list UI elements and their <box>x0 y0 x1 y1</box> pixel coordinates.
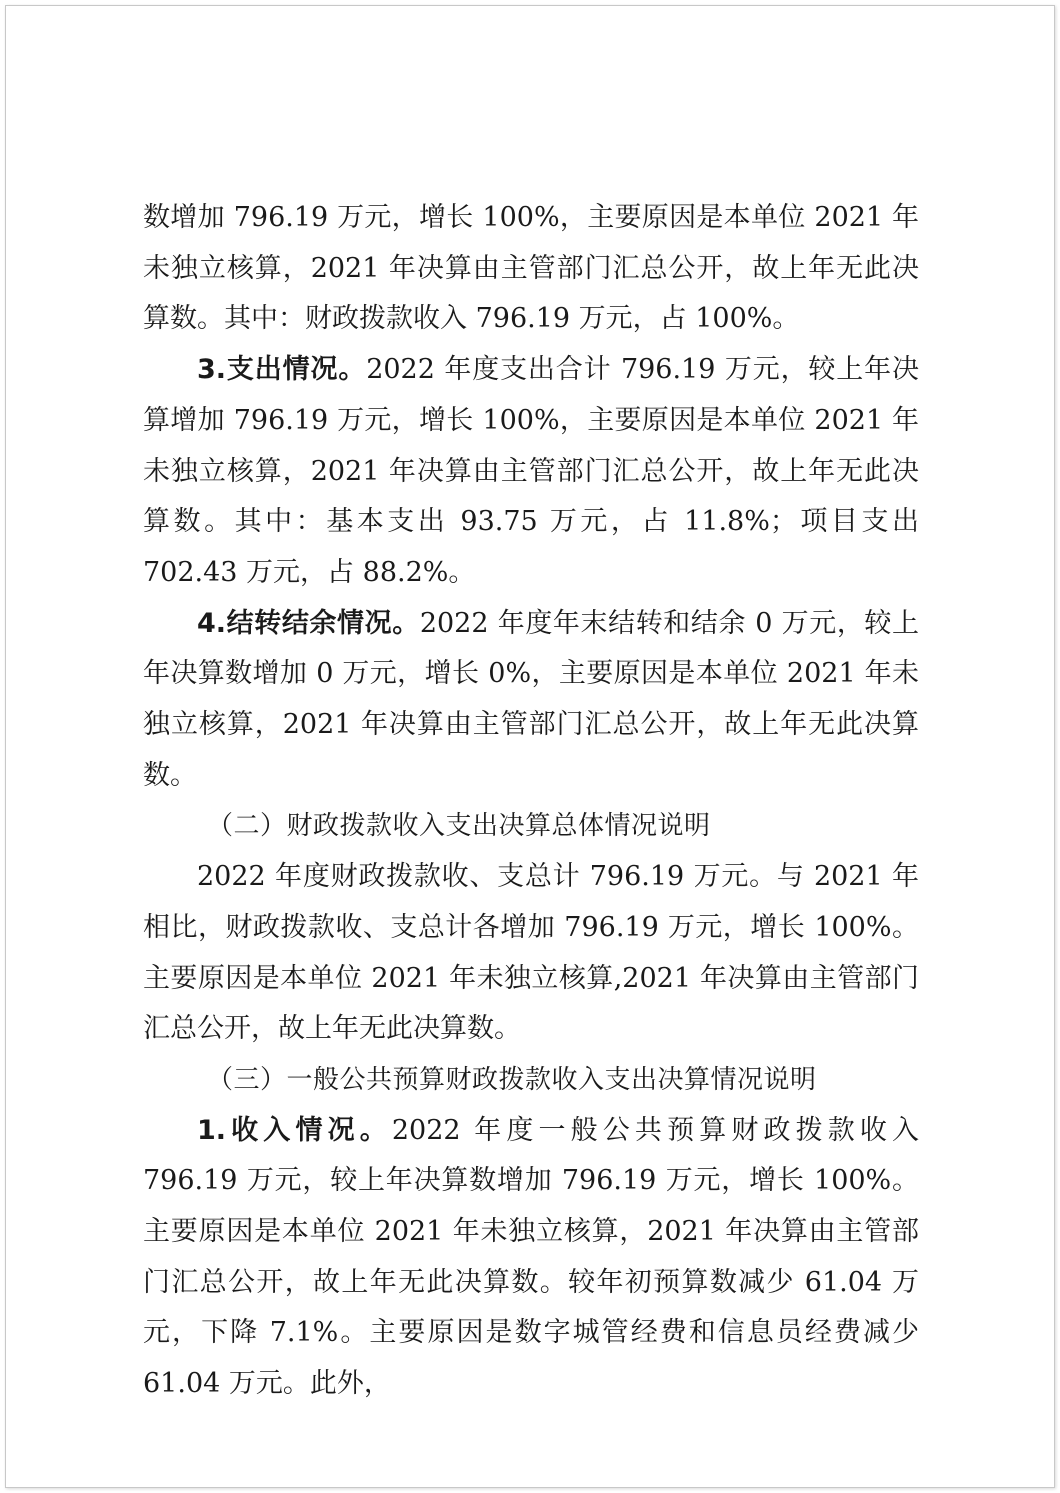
paragraph-carryover <box>143 599 919 802</box>
paragraph-expenditure <box>143 345 919 599</box>
paragraph-lead: 1.收入情况。 <box>197 1114 392 1146</box>
document-body <box>143 193 919 1410</box>
section-three-paragraph <box>143 1106 919 1410</box>
section-three-heading: （三）一般公共预算财政拨款收入支出决算情况说明 <box>207 1064 817 1095</box>
paragraph-text: 数增加 796.19 万元，增长 100%，主要原因是本单位 2021 年未独立核算，2021 年决算由主管部门汇总公开，故上年无此决算数。其中：财政拨款收入 796.19 万元，占 100%。 <box>143 202 919 335</box>
section-two-paragraph <box>143 852 919 1055</box>
paragraph-text: 2022 年度一般公共预算财政拨款收入 796.19 万元，较上年决算数增加 796.19 万元，增长 100%。主要原因是本单位 2021 年未独立核算，2021 年决算由主管部门汇总公开，故上年无此决算数。较年初预算数减少 61.04 万元，下降 7.1%。主要原因是数字城管经费和信息员经费减少 61.04 万元。此外， <box>143 1114 919 1400</box>
paragraph-text: 2022 年度年末结转和结余 0 万元，较上年决算数增加 0 万元，增长 0%，主要原因是本单位 2021 年未独立核算，2021 年决算由主管部门汇总公开，故上年无此决算数。 <box>143 607 920 791</box>
paragraph-text: 2022 年度财政拨款收、支总计 796.19 万元。与 2021 年相比，财政拨款收、支总计各增加 796.19 万元，增长 100%。主要原因是本单位 2021 年未独立核算,2021 年决算由主管部门汇总公开，故上年无此决算数。 <box>143 861 919 1045</box>
paragraph-income-continued <box>143 193 919 345</box>
paragraph-text: 2022 年度支出合计 796.19 万元，较上年决算增加 796.19 万元，增长 100%，主要原因是本单位 2021 年未独立核算，2021 年决算由主管部门汇总公开，故上年无此决算数。其中：基本支出 93.75 万元，占 11.8%；项目支出 702.43 万元，占 88.2%。 <box>143 354 920 588</box>
section-two-heading: （二）财政拨款收入支出决算总体情况说明 <box>207 811 711 842</box>
paragraph-lead: 4.结转结余情况。 <box>197 607 420 639</box>
paragraph-lead: 3.支出情况。 <box>197 354 367 386</box>
